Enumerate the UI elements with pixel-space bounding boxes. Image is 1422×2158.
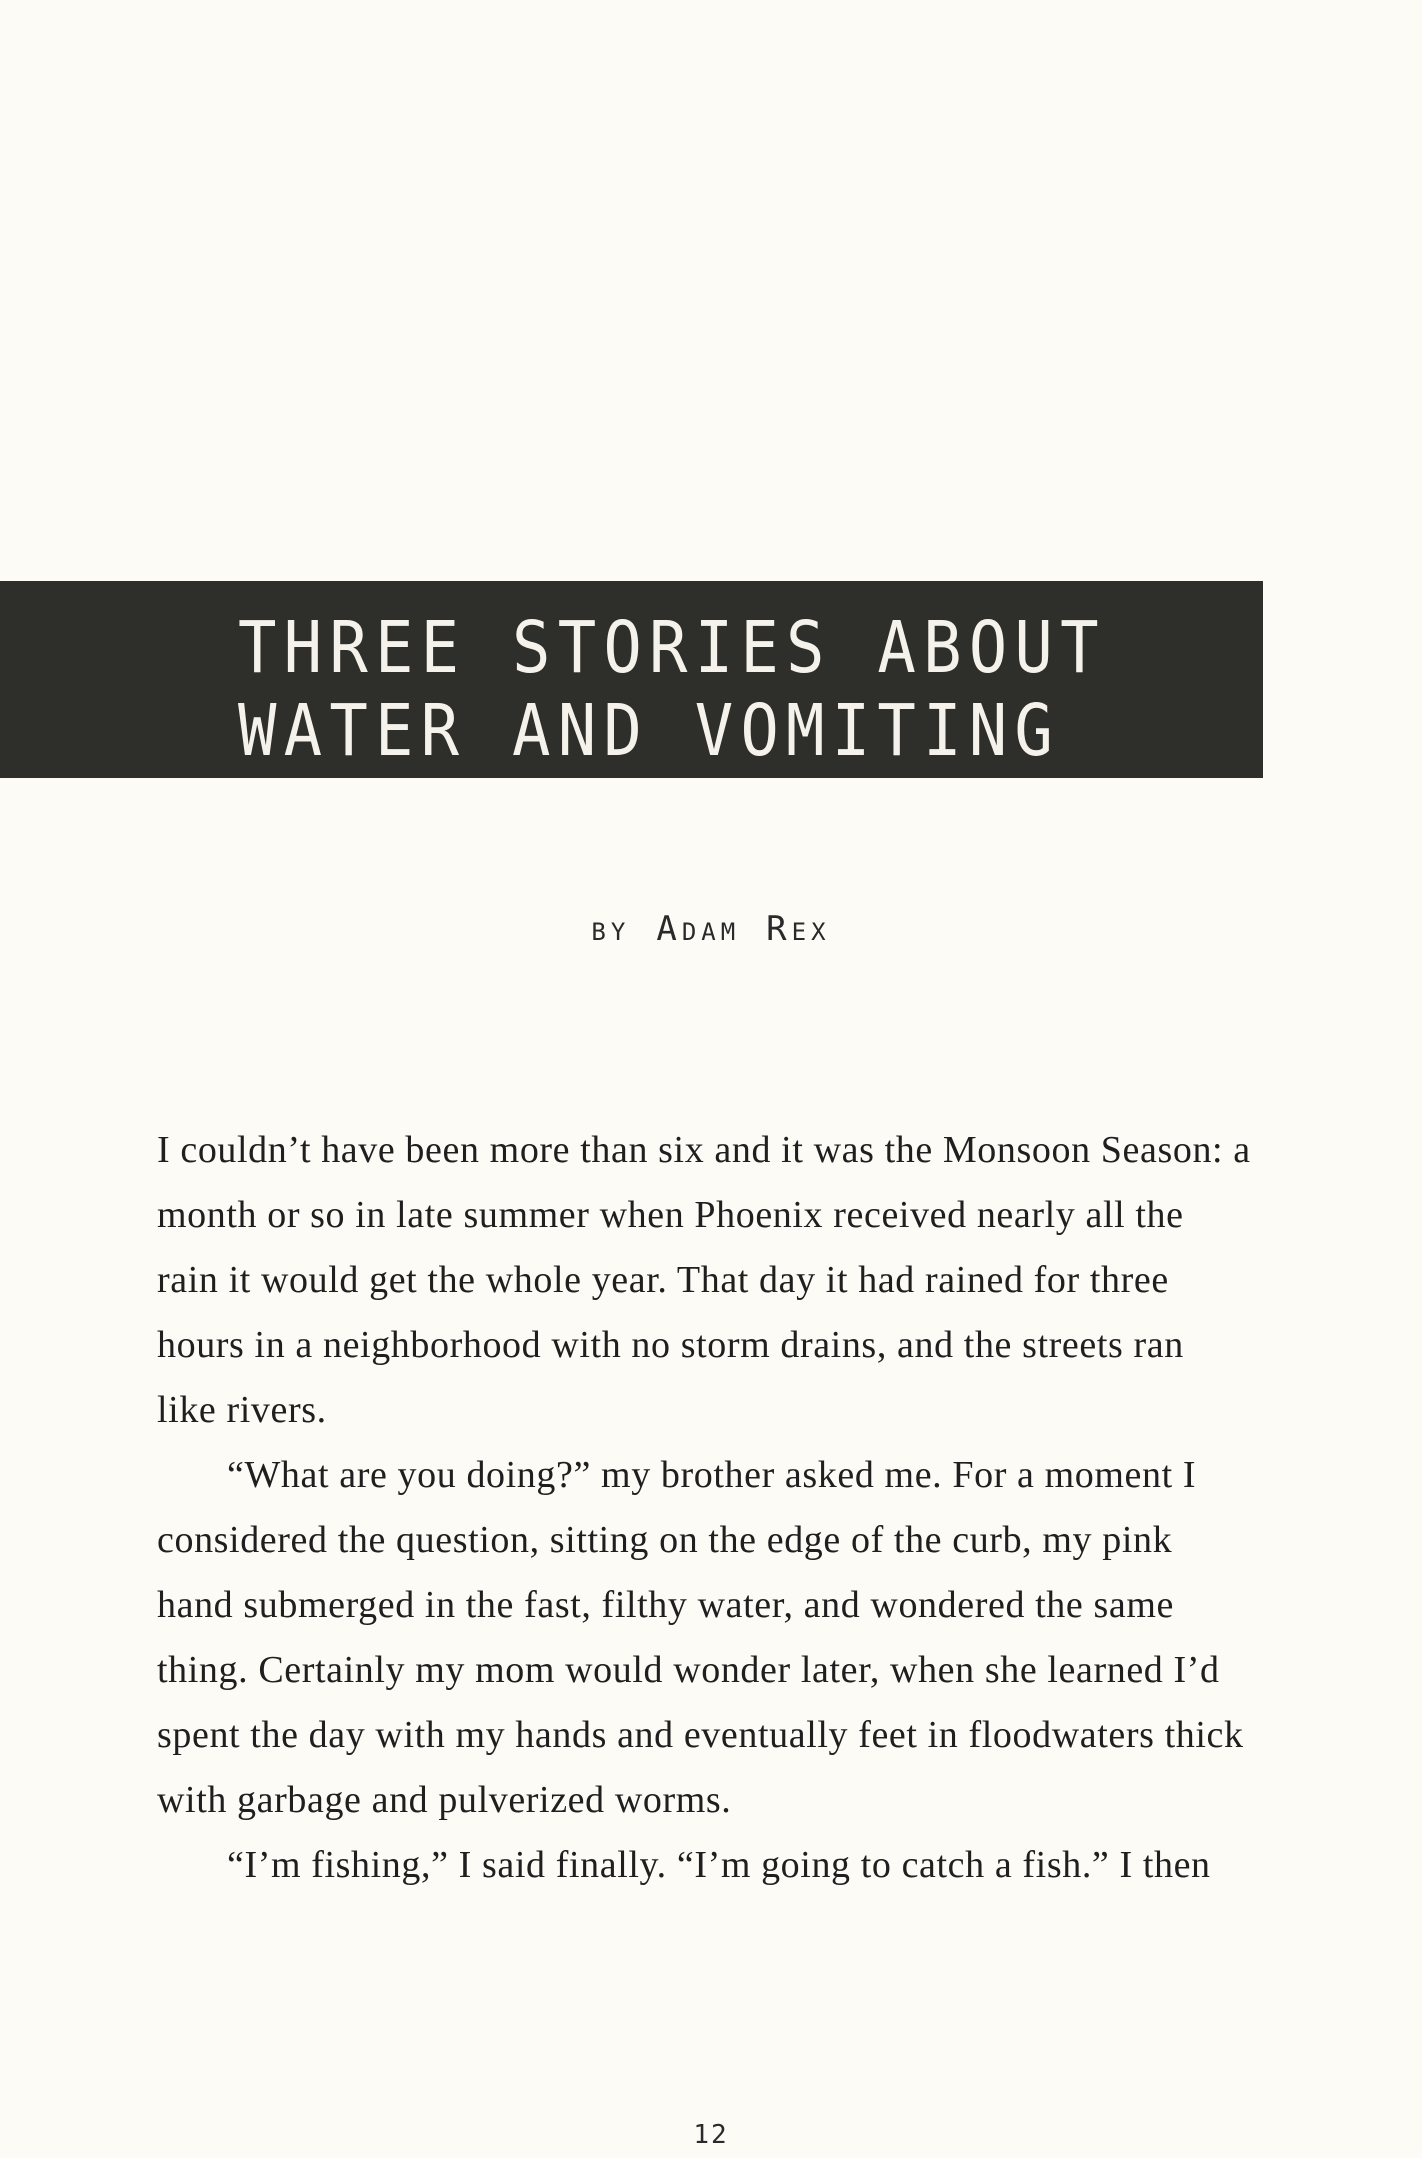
chapter-title-line-1: THREE STORIES ABOUT [238, 606, 1106, 689]
byline [0, 909, 1422, 949]
byline-by: BY [591, 918, 631, 946]
author-first-initial: A [656, 909, 682, 949]
author-last-initial: R [766, 909, 792, 949]
page-number: 12 [693, 2120, 729, 2150]
author-last-rest: EX [791, 918, 831, 946]
body-text [157, 1118, 1252, 1898]
paragraph-2: “What are you doing?” my brother asked me. For a moment I considered the question, sitting on the edge of the curb, my pink hand submerged in the fast, filthy water, and wondered the same thing. Certainly my mom would wonder later, when she learned I’d spent the day with my hands and eventually feet in floodwaters thick with garbage and pulverized worms. [157, 1454, 1244, 1821]
paragraph-1: I couldn’t have been more than six and it was the Monsoon Season: a month or so in late summer when Phoenix received nearly all the rain it would get the whole year. That day it had rained for three hours in a neighborhood with no storm drains, and the streets ran like rivers. [157, 1129, 1251, 1431]
chapter-title-line-2: WATER AND VOMITING [238, 689, 1061, 772]
paragraph-3: “I’m fishing,” I said finally. “I’m going to catch a fish.” I then [227, 1844, 1211, 1886]
author-first-rest: DAM [681, 918, 741, 946]
